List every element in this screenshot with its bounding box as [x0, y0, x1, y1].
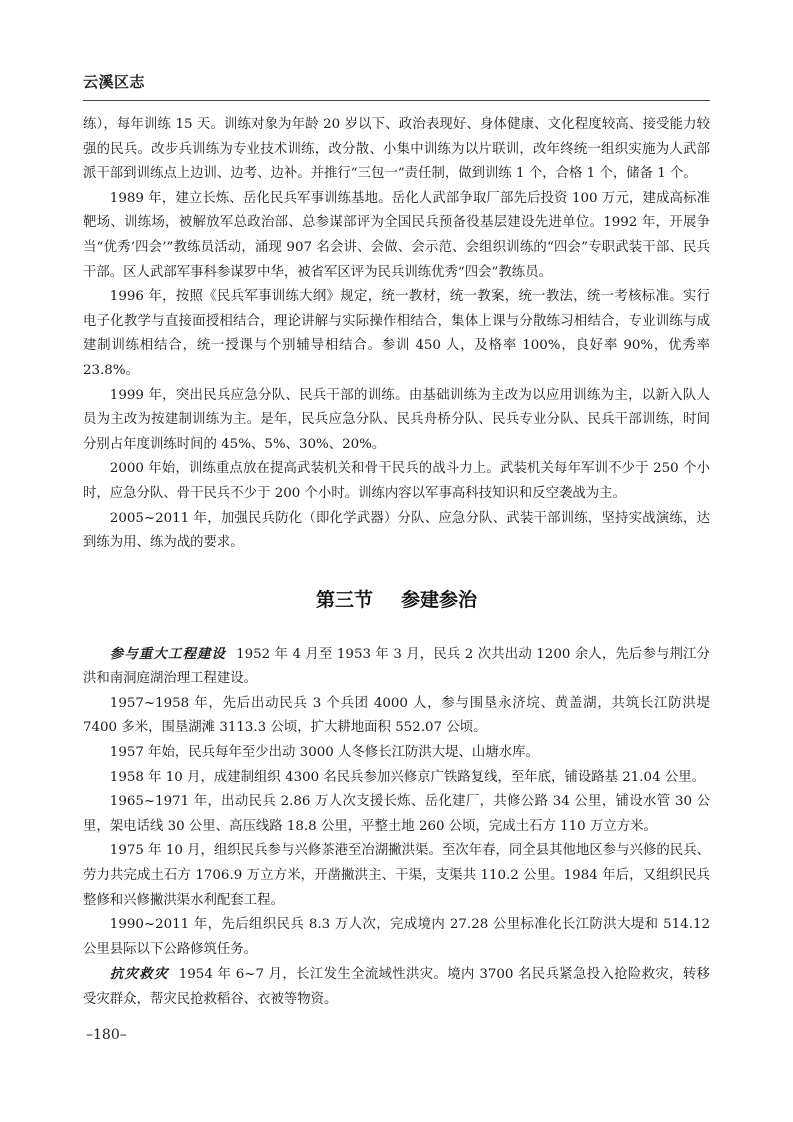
paragraph: 2005~2011 年，加强民兵防化（即化学武器）分队、应急分队、武装干部训练，坚持实战演练，达到练为用、练为战的要求。 [83, 510, 710, 551]
paragraph [83, 642, 710, 692]
run-in-heading: 抗灾救灾 [109, 966, 169, 983]
section-construction-text [83, 642, 710, 1013]
section-number: 第三节 [315, 588, 373, 611]
paragraph-text: 1954 年 6~7 月，长江发生全流域性洪灾。境内 3700 名民兵紧急投入抢险救灾，转移受灾群众，帮灾民抢救稻谷、衣被等物资。 [83, 967, 711, 1007]
paragraph: 1990~2011 年，先后组织民兵 8.3 万人次，完成境内 27.28 公里标准化长江防洪大堤和 514.12 公里县际以下公路修筑任务。 [83, 917, 710, 957]
paragraph: 1975 年 10 月，组织民兵参与兴修茶港至冶湖撇洪渠。至次年春，同全县其他地区参与兴修的民兵、劳力共完成土石方 1706.9 万立方米，开凿撇洪主、干渠，支渠共 110.2 公里。1984 年后，又组织民兵整修和兴修撇洪渠水利配套工程。 [83, 843, 710, 908]
paragraph-text: 1952 年 4 月至 1953 年 3 月，民兵 2 次共出动 1200 余人，先后参与荆江分洪和南洞庭湖治理工程建设。 [83, 646, 710, 687]
paragraph: 1965~1971 年，出动民兵 2.86 万人次支援长炼、岳化建厂，共修公路 34 公里，铺设水管 30 公里，架电话线 30 公里、高压线路 18.8 公里，平整土地 260 公顷，完成土石方 110 万立方米。 [83, 794, 711, 834]
paragraph [83, 962, 710, 1012]
section-training-text [83, 113, 710, 556]
paragraph: 1999 年，突出民兵应急分队、民兵干部的训练。由基础训练为主改为以应用训练为主，以新入队人员为主改为按建制训练为主。是年，民兵应急分队、民兵舟桥分队、民兵专业分队、民兵干部训练，时间分别占年度训练时间的 45%、5%、30%、20%。 [83, 387, 710, 452]
paragraph: 1996 年，按照《民兵军事训练大纲》规定，统一教材，统一教案，统一教法，统一考核标准。实行电子化教学与直接面授相结合，理论讲解与实际操作相结合，集体上课与分散练习相结合，专业训练与成建制训练相结合，统一授课与个别辅导相结合。参训 450 人，及格率 100%，良好率 90%，优秀率 23.8%。 [83, 289, 710, 378]
paragraph: 1958 年 10 月，成建制组织 4300 名民兵参加兴修京广铁路复线，至年底，铺设路基 21.04 公里。 [109, 769, 706, 785]
run-in-heading: 参与重大工程建设 [109, 645, 227, 662]
running-head: 云溪区志 [83, 73, 146, 91]
paragraph: 1957 年始，民兵每年至少出动 3000 人冬修长江防洪大堤、山塘水库。 [109, 745, 539, 761]
paragraph: 2000 年始，训练重点放在提高武装机关和骨干民兵的战斗力上。武装机关每年军训不少于 250 个小时，应急分队、骨干民兵不少于 200 个小时。训练内容以军事高科技知识和反空袭战为主。 [83, 461, 710, 501]
header-rule [83, 100, 710, 101]
page-number: –180– [86, 1026, 127, 1043]
paragraph: 练），每年训练 15 天。训练对象为年龄 20 岁以下、政治表现好、身体健康、文化程度较高、接受能力较强的民兵。改步兵训练为专业技术训练，改分散、小集中训练为以片联训，改年终统一组织实施为人武部派干部到训练点上边训、边考、边补。并推行“三包一”责任制，做到训练 1 个，合格 1 个，储备 1 个。 [83, 117, 710, 182]
paragraph: 1989 年，建立长炼、岳化民兵军事训练基地。岳化人武部争取厂部先后投资 100 万元，建成高标准靶场、训练场，被解放军总政治部、总参谋部评为全国民兵预备役基层建设先进单位。1992 年，开展争当“优秀‘四会’”教练员活动，涌现 907 名会讲、会做、会示范、会组织训练的“四会”专职武装干部、民兵干部。区人武部军事科参谋罗中华，被省军区评为民兵训练优秀“四会”教练员。 [83, 190, 710, 280]
section-heading [83, 586, 710, 614]
paragraph: 1957~1958 年，先后出动民兵 3 个兵团 4000 人，参与围垦永济垸、黄盖湖，共筑长江防洪堤 7400 多米，围垦湖滩 3113.3 公顷，扩大耕地面积 552.07 公顷。 [83, 695, 710, 736]
section-title: 参建参治 [401, 588, 478, 611]
